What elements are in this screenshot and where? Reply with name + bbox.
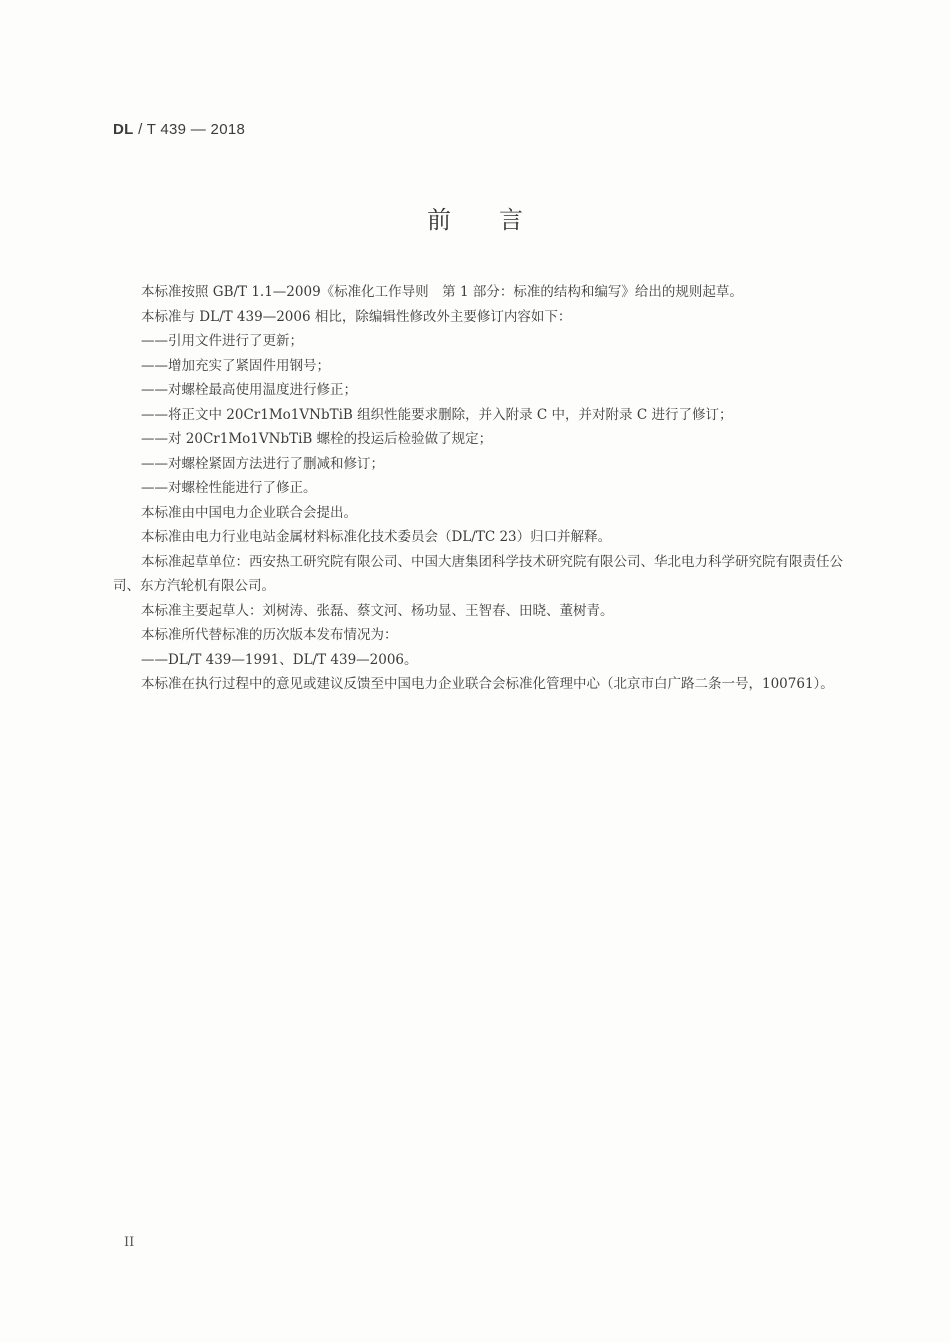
- paragraph-history-intro: 本标准所代替标准的历次版本发布情况为：: [141, 627, 398, 643]
- list-item-change: ——将正文中 20Cr1Mo1VNbTiB 组织性能要求删除，并入附录 C 中，并对附录 C 进行了修订；: [141, 406, 733, 423]
- list-item-change: ——对螺栓性能进行了修正。: [141, 480, 317, 496]
- paragraph-drafting-rules: 本标准按照 GB/T 1.1—2009《标准化工作导则 第 1 部分：标准的结构和编写》给出的规则起草。: [141, 284, 743, 300]
- paragraph-feedback: 本标准在执行过程中的意见或建议反馈至中国电力企业联合会标准化管理中心（北京市白广路二条一号，100761）。: [141, 676, 834, 692]
- standard-code-prefix: DL: [113, 121, 134, 138]
- paragraph-drafting-units: 本标准起草单位：西安热工研究院有限公司、中国大唐集团科学技术研究院有限公司、华北电力科学研究院有限责任公司、东方汽轮机有限公司。: [113, 553, 843, 594]
- paragraph-proposer: 本标准由中国电力企业联合会提出。: [141, 504, 357, 521]
- page-number: II: [124, 1235, 135, 1250]
- list-item-change: ——对螺栓最高使用温度进行修正；: [141, 382, 357, 398]
- list-item-change: ——引用文件进行了更新；: [141, 333, 303, 349]
- paragraph-responsible-committee: 本标准由电力行业电站金属材料标准化技术委员会（DL/TC 23）归口并解释。: [141, 529, 612, 545]
- page-title: 前言: [427, 206, 571, 234]
- foreword-body: [113, 280, 853, 697]
- list-item-change: ——对 20Cr1Mo1VNbTiB 螺栓的投运后检验做了规定；: [141, 431, 493, 447]
- standard-code-number: / T 439 — 2018: [133, 121, 246, 138]
- list-item-change: ——增加充实了紧固件用钢号；: [141, 357, 330, 374]
- standard-code: [113, 121, 245, 138]
- list-item-history: ——DL/T 439—1991、DL/T 439—2006。: [141, 651, 418, 668]
- list-item-change: ——对螺栓紧固方法进行了删减和修订；: [141, 455, 384, 472]
- paragraph-drafters: 本标准主要起草人：刘树涛、张磊、蔡文河、杨功显、王智春、田晓、董树青。: [141, 602, 614, 619]
- paragraph-changes-intro: 本标准与 DL/T 439—2006 相比，除编辑性修改外主要修订内容如下：: [141, 308, 572, 325]
